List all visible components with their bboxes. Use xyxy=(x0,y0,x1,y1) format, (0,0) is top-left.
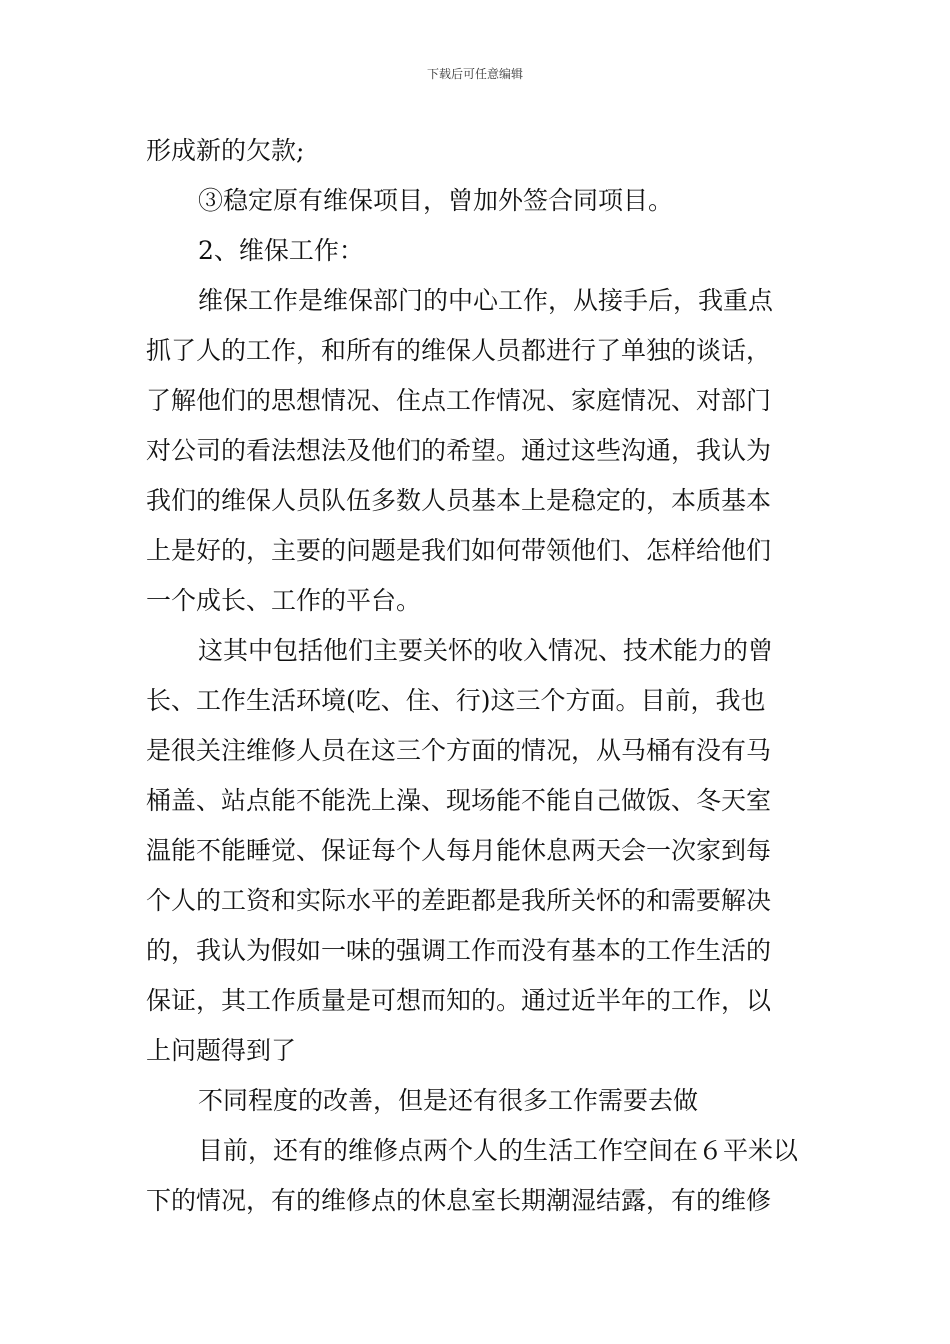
text-line: 目前，还有的维修点两个人的生活工作空间在６平米以 xyxy=(198,1136,799,1165)
text-line: 下的情况，有的维修点的休息室长期潮湿结露，有的维修 xyxy=(146,1186,772,1215)
text-line: 不同程度的改善，但是还有很多工作需要去做 xyxy=(198,1086,699,1115)
text-line: 一个成长、工作的平台。 xyxy=(146,586,422,615)
text-line: 维保工作是维保部门的中心工作，从接手后，我重点 xyxy=(198,286,774,315)
text-line: 我们的维保人员队伍多数人员基本上是稳定的，本质基本 xyxy=(146,486,772,515)
text-line: 上是好的，主要的问题是我们如何带领他们、怎样给他们 xyxy=(146,536,772,565)
text-line: 是很关注维修人员在这三个方面的情况，从马桶有没有马 xyxy=(146,736,772,765)
text-line: 保证，其工作质量是可想而知的。通过近半年的工作，以 xyxy=(146,986,772,1015)
text-line: 了解他们的思想情况、住点工作情况、家庭情况、对部门 xyxy=(146,386,772,415)
text-line: 温能不能睡觉、保证每个人每月能休息两天会一次家到每 xyxy=(146,836,772,865)
page-header: 下载后可任意编辑 xyxy=(426,67,523,81)
text-line: 抓了人的工作，和所有的维保人员都进行了单独的谈话， xyxy=(146,336,772,365)
text-line: 长、工作生活环境(吃、住、行)这三个方面。目前，我也 xyxy=(146,686,766,715)
text-line: 对公司的看法想法及他们的希望。通过这些沟通，我认为 xyxy=(146,436,772,465)
text-line: 个人的工资和实际水平的差距都是我所关怀的和需要解决 xyxy=(146,886,772,915)
text-line: 形成新的欠款; xyxy=(146,136,305,165)
document-body xyxy=(146,126,808,1226)
text-line: 这其中包括他们主要关怀的收入情况、技术能力的曾 xyxy=(198,636,774,665)
text-line: 桶盖、站点能不能洗上澡、现场能不能自己做饭、冬天室 xyxy=(146,786,772,815)
text-line: ③稳定原有维保项目，曾加外签合同项目。 xyxy=(198,186,674,215)
text-line: 2、维保工作： xyxy=(198,236,364,265)
text-line: 上问题得到了 xyxy=(146,1036,297,1065)
text-line: 的，我认为假如一味的强调工作而没有基本的工作生活的 xyxy=(146,936,772,965)
